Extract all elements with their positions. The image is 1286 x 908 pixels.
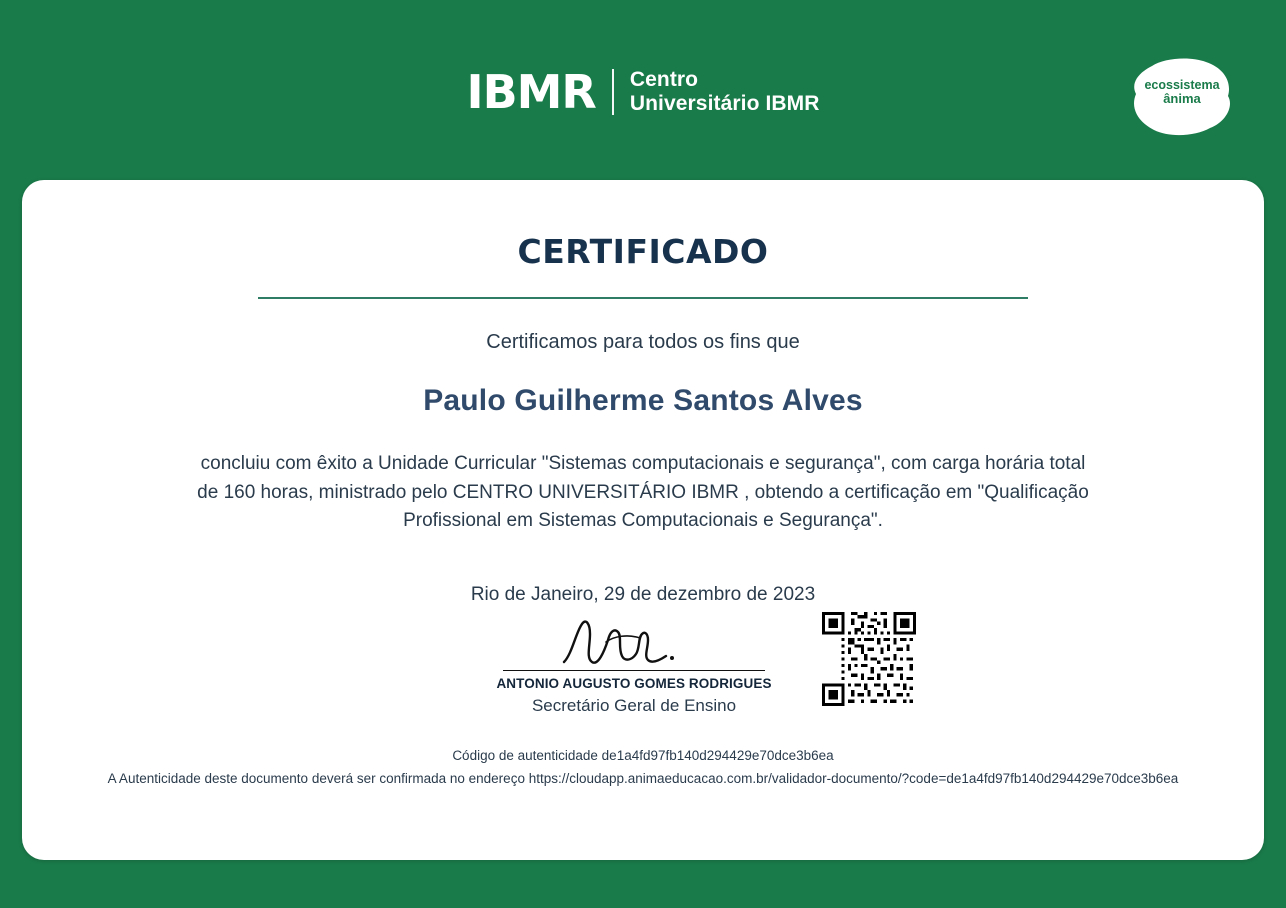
certificate-title: CERTIFICADO — [517, 232, 769, 271]
anima-logo-text — [1130, 78, 1234, 107]
student-name: Paulo Guilherme Santos Alves — [423, 384, 863, 417]
logo-divider — [612, 69, 614, 115]
place-and-date: Rio de Janeiro, 29 de dezembro de 2023 — [470, 583, 816, 605]
ibmr-logo — [0, 64, 1286, 119]
qr-code — [822, 612, 916, 706]
ibmr-logo-subtitle-line2: Universitário IBMR — [629, 91, 820, 115]
signer-role: Secretário Geral de Ensino — [531, 696, 737, 715]
signature-row — [22, 618, 1264, 738]
authenticity-url: A Autenticidade deste documento deverá ser confirmada no endereço https://cloudapp.animaeducacao.com.br/validador-documento/?code=de1a4fd97fb140d294429e70dce3b6ea — [107, 771, 1179, 786]
signer-name: ANTONIO AUGUSTO GOMES RODRIGUES — [496, 676, 772, 691]
page-header — [0, 0, 1286, 180]
qr-code-image — [822, 612, 916, 706]
authenticity-code: Código de autenticidade de1a4fd97fb140d294429e70dce3b6ea — [452, 748, 834, 763]
anima-ecosystem-logo — [1130, 56, 1234, 140]
signature-block — [474, 618, 794, 716]
ibmr-logo-subtitle-line1: Centro — [629, 68, 699, 91]
certificate-intro-text: Certificamos para todos os fins que — [486, 331, 800, 353]
ibmr-wordmark: IBMR — [466, 64, 596, 119]
handwritten-signature — [474, 618, 794, 670]
certificate-body-text: concluiu com êxito a Unidade Curricular "Sistemas computacionais e segurança", com carga horária total de 160 horas, ministrado pelo CENTRO UNIVERSITÁRIO IBMR , obtendo a certificação em "Qualificação Profissional em Sistemas Computacionais e Segurança". — [197, 453, 1089, 531]
signature-icon — [544, 614, 724, 672]
ibmr-logo-subtitle — [630, 68, 820, 115]
anima-logo-line1: ecossistema — [1144, 78, 1220, 92]
anima-logo-line2: ânima — [1163, 91, 1201, 107]
authenticity-footer — [22, 748, 1264, 786]
certificate-card — [22, 180, 1264, 860]
title-divider — [258, 297, 1028, 299]
